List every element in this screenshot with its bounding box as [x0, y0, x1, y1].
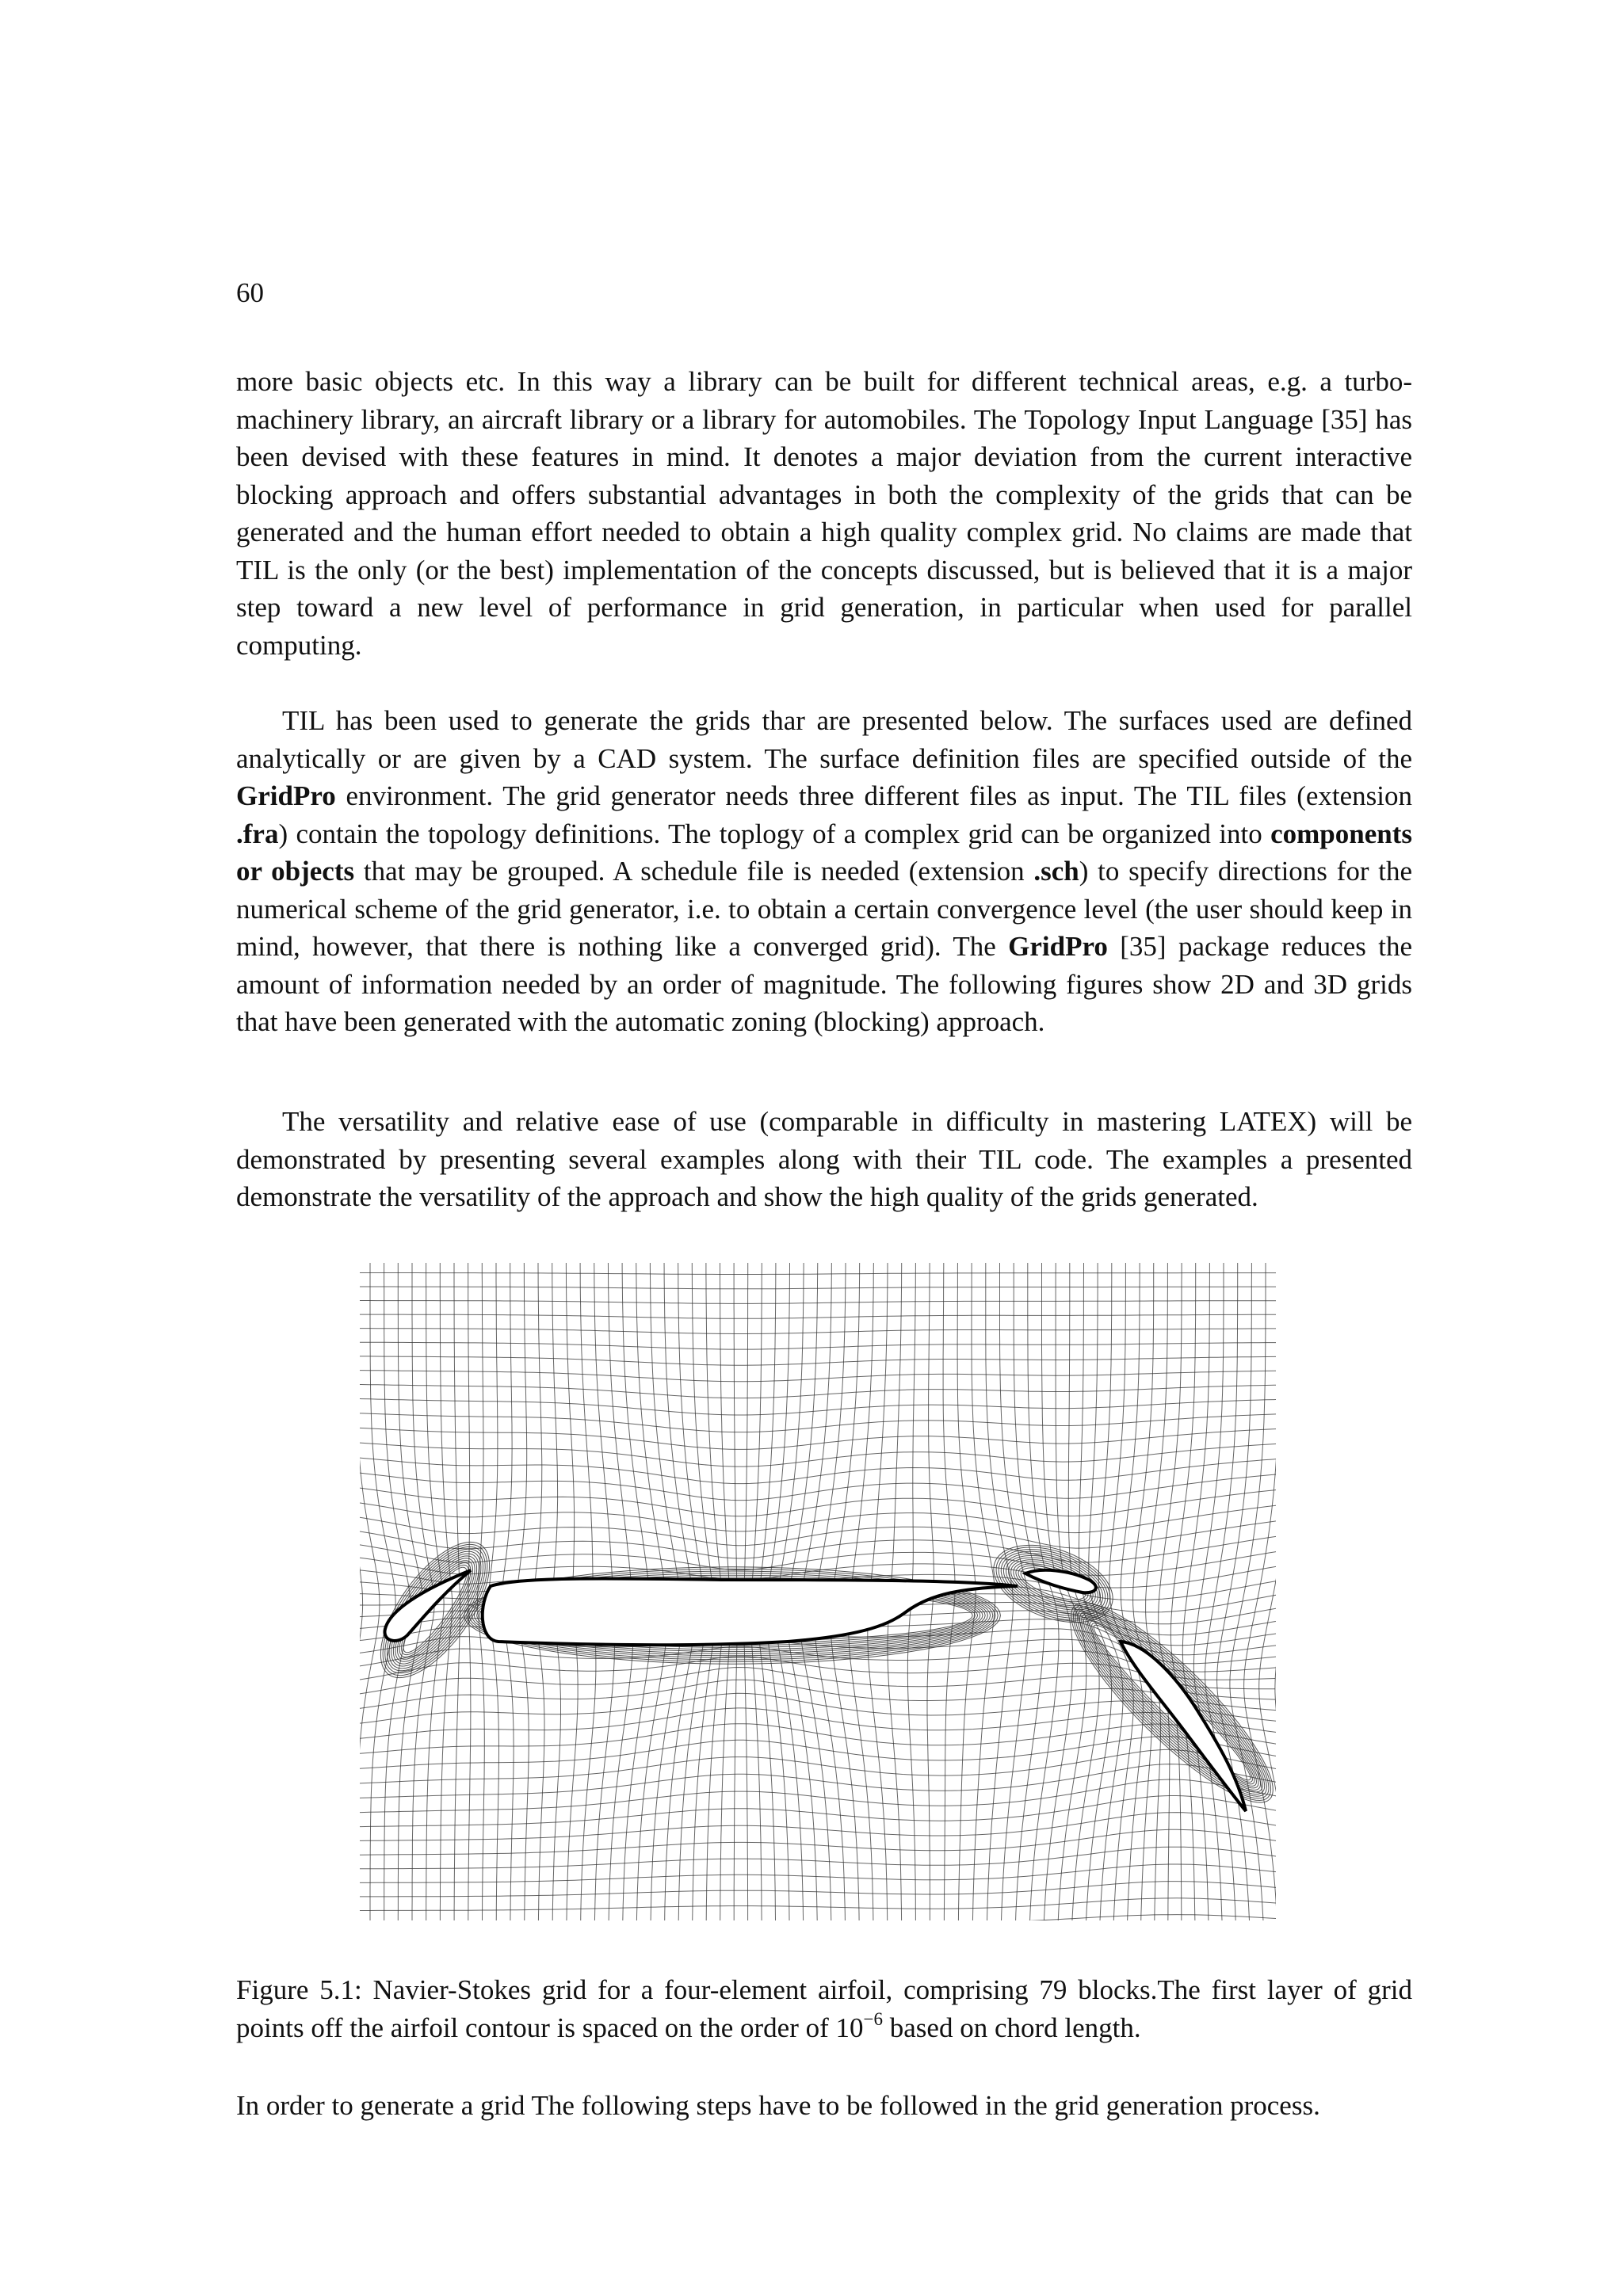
- paragraph-1-text: more basic objects etc. In this way a library can be built for different technical areas, e.g. a turbomachinery library, an aircraft library or a library for automobiles. The Topology Input Language [35] has been devised with these features in mind. It denotes a major deviation from the current interactive blocking approach and offers substantial advantages in both the complexity of the grids that can be generated and the human effort needed to obtain a high quality complex grid. No claims are made that TIL is the only (or the best) implementation of the concepts discussed, but is believed that it is a major step toward a new level of performance in grid generation, in particular when used for parallel computing.: [236, 366, 1412, 661]
- caption-tail: based on chord length.: [883, 2012, 1141, 2043]
- p2-segment-1: TIL has been used to generate the grids thar are presented below. The surfaces used are defined analytically or are given by a CAD system. The surface definition files are specified outside of the: [236, 705, 1412, 774]
- p2-segment-5: ) to specify directions for the numerical scheme of the grid generator, i.e. to obtain a certain convergence level (the user should keep in mind, however, that there is nothing like a converged grid). The: [236, 856, 1412, 962]
- paragraph-4-text: In order to generate a grid The following steps have to be followed in the grid generation process.: [236, 2090, 1320, 2121]
- p2-segment-2: environment. The grid generator needs three different files as input. The TIL files (extension: [335, 780, 1412, 811]
- airfoil-grid-image: [360, 1263, 1276, 1920]
- p2-bold-gridpro: GridPro: [236, 780, 336, 811]
- caption-main: Figure 5.1: Navier-Stokes grid for a four-element airfoil, comprising 79 blocks.The first layer of grid points off the airfoil contour is spaced on the order of 10: [236, 1974, 1412, 2043]
- airfoil-grid-figure: [360, 1263, 1276, 1920]
- paragraph-1: [236, 363, 1412, 664]
- paragraph-2: [236, 702, 1412, 1041]
- paragraph-3-text: The versatility and relative ease of use (comparable in difficulty in mastering LATEX) will be demonstrated by presenting several examples along with their TIL code. The examples a presented demonstrate the versatility of the approach and show the high quality of the grids generated.: [236, 1106, 1412, 1212]
- page-number: 60: [236, 277, 264, 308]
- p2-segment-4: that may be grouped. A schedule file is needed (extension: [354, 856, 1034, 887]
- p2-segment-3: ) contain the topology definitions. The toplogy of a complex grid can be organized into: [278, 818, 1271, 849]
- paragraph-2-text: [236, 702, 1412, 1041]
- p2-bold-gridpro-2: GridPro: [1008, 931, 1108, 962]
- figure-caption: [236, 1971, 1412, 2046]
- paragraph-3: [236, 1103, 1412, 1216]
- p2-bold-components: components or objects: [236, 818, 1412, 887]
- p2-bold-sch: .sch: [1033, 856, 1079, 887]
- paragraph-4: [236, 2087, 1412, 2125]
- p2-segment-6: [35] package reduces the amount of information needed by an order of magnitude. The following figures show 2D and 3D grids that have been generated with the automatic zoning (blocking) approach.: [236, 931, 1412, 1037]
- caption-exponent: −6: [863, 2008, 884, 2029]
- p2-bold-fra: .fra: [236, 818, 279, 849]
